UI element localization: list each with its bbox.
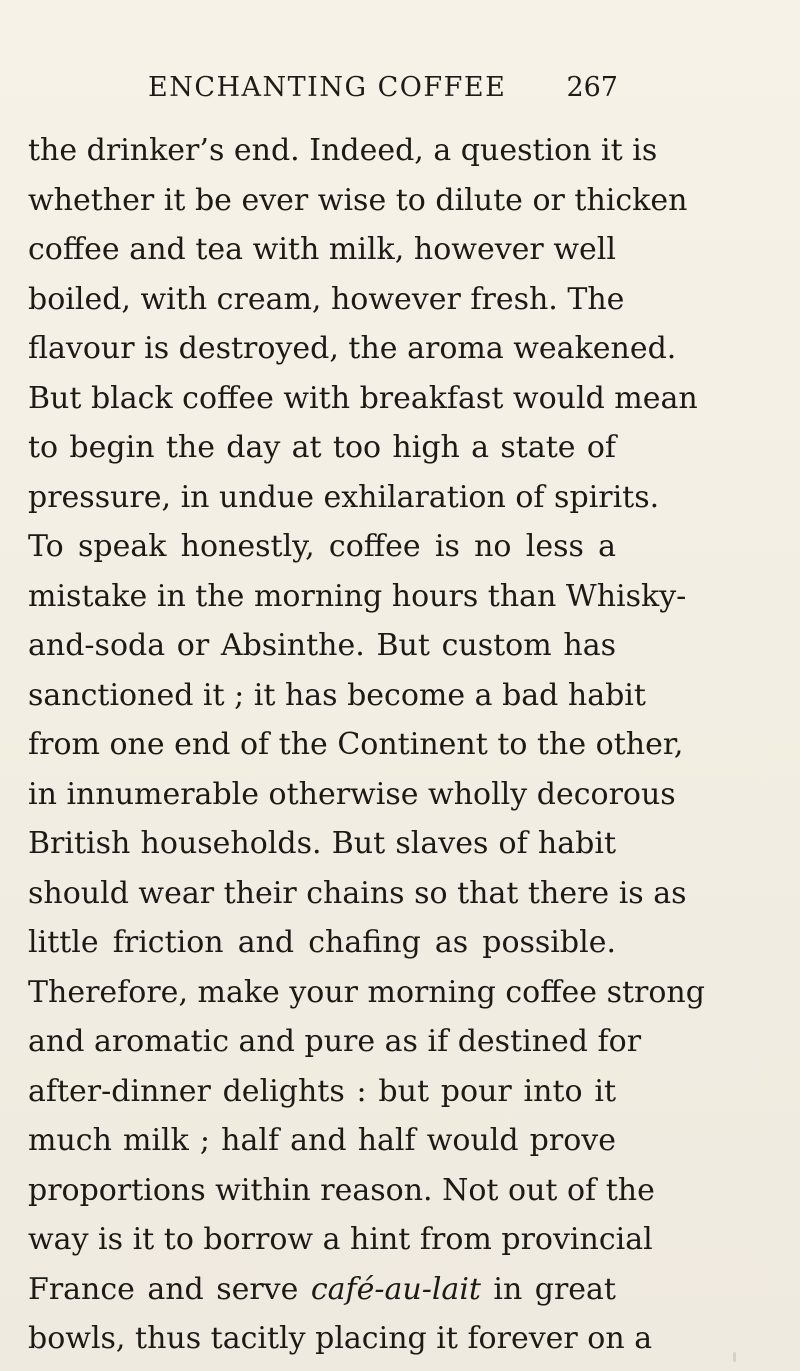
text-line: proportions within reason. Not out of the: [28, 1172, 655, 1208]
text-line: mistake in the morning hours than Whisky-: [28, 578, 687, 614]
text-line: flavour is destroyed, the aroma weakened.: [28, 331, 677, 366]
text-line: and aromatic and pure as if destined for: [28, 1024, 642, 1059]
text-line: But black coffee with breakfast would mean: [28, 380, 698, 416]
text-segment: France and serve: [28, 1271, 311, 1307]
running-head: [148, 72, 618, 103]
text-line: after-dinner delights : but pour into it: [28, 1073, 616, 1109]
text-line: and-soda or Absinthe. But custom has: [28, 628, 616, 663]
text-line-with-italic: [28, 1265, 616, 1315]
text-line: sanctioned it ; it has become a bad habit: [28, 677, 646, 713]
text-line: coffee and tea with milk, however well: [28, 232, 616, 267]
text-line: pressure, in undue exhilaration of spirits.: [28, 479, 660, 515]
body-text: [28, 126, 705, 1364]
text-segment: in great: [480, 1271, 616, 1307]
text-line: in innumerable otherwise wholly decorous: [28, 776, 676, 812]
text-line: To speak honestly, coffee is no less a: [28, 529, 616, 564]
text-line: way is it to borrow a hint from provincial: [28, 1222, 653, 1257]
text-line: whether it be ever wise to dilute or thicken: [28, 182, 688, 218]
italic-term: café-au-lait: [310, 1271, 481, 1307]
page-number: 267: [566, 72, 618, 103]
text-line: British households. But slaves of habit: [28, 826, 616, 861]
text-line: should wear their chains so that there is as: [28, 875, 687, 911]
text-line: boiled, with cream, however fresh. The: [28, 281, 625, 317]
paper-mark: [733, 1352, 736, 1362]
text-line: from one end of the Continent to the other,: [28, 727, 684, 762]
running-title: ENCHANTING COFFEE: [148, 72, 507, 103]
text-line: the drinker’s end. Indeed, a question it is: [28, 133, 658, 168]
text-line: Therefore, make your morning coffee strong: [28, 974, 705, 1010]
text-line: to begin the day at too high a state of: [28, 430, 616, 465]
text-line: little friction and chafing as possible.: [28, 925, 616, 960]
text-line: much milk ; half and half would prove: [28, 1123, 616, 1158]
text-line: bowls, thus tacitly placing it forever on a: [28, 1321, 653, 1356]
